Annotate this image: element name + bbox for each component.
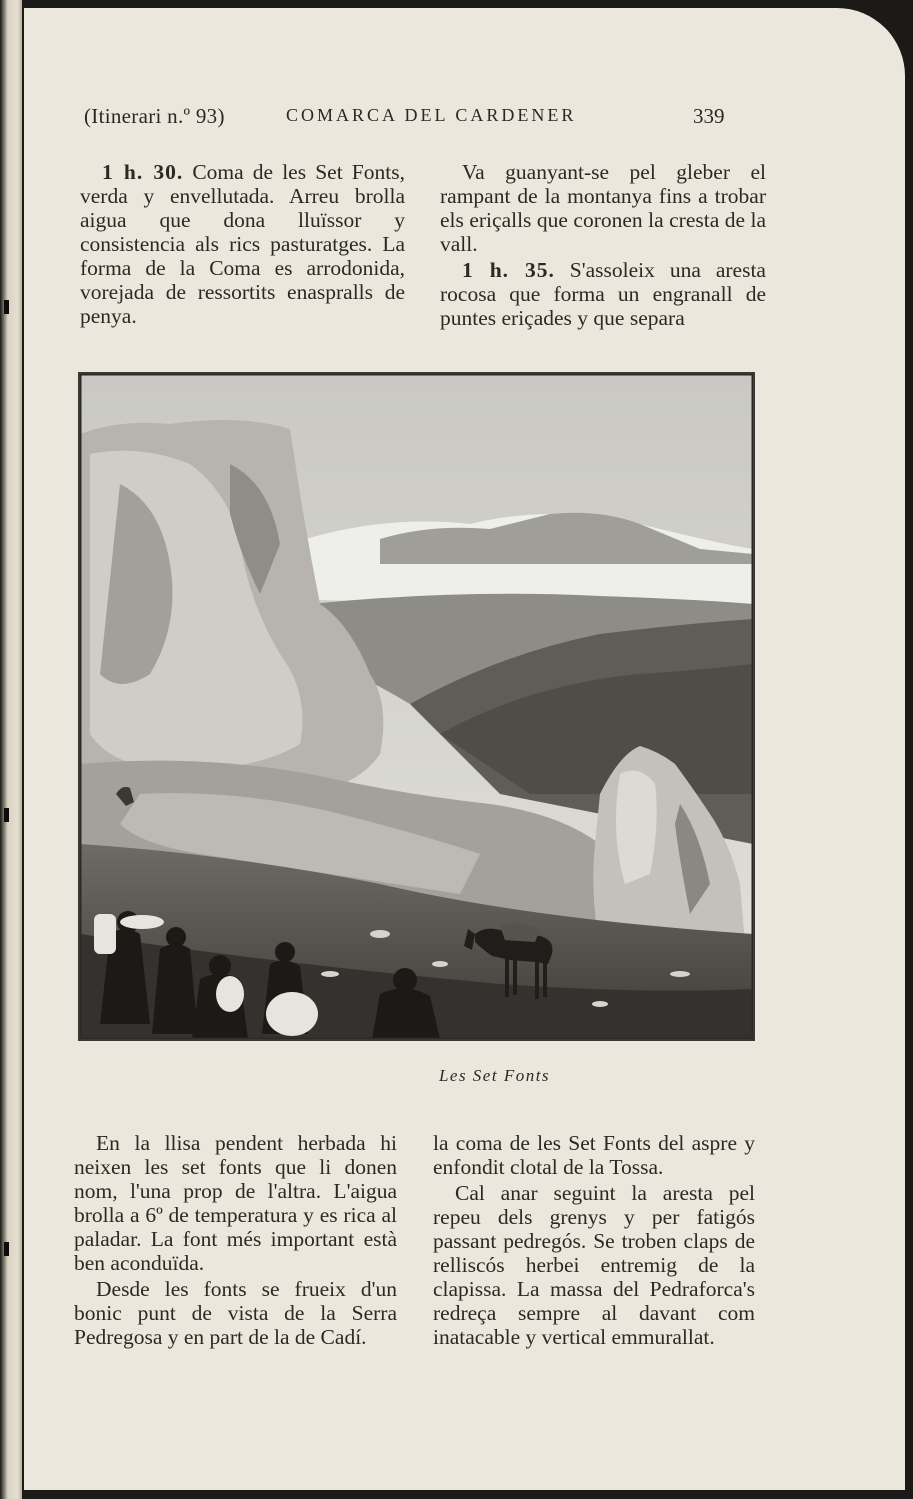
paragraph: Cal anar seguint la aresta pel repeu dels grenys y per fatigós passant pedregós. Se troben claps de relliscós herbei entremig de la clapissa. La massa del Pedraforca's redreça sempre al davant com inatacable y vertical emmurallat.	[433, 1181, 755, 1349]
paragraph-text: S'assoleix una aresta rocosa que forma un engranall de puntes eriçades y que separa	[440, 258, 766, 330]
binding-mark	[4, 808, 9, 822]
page-number: 339	[693, 104, 725, 128]
paragraph: Va guanyant-se pel gleber el rampant de la montanya fins a trobar els eriçalls que coronen la cresta de la vall.	[440, 160, 766, 256]
paragraph: la coma de les Set Fonts del aspre y enfondit clotal de la Tossa.	[433, 1131, 755, 1179]
figure-caption: Les Set Fonts	[438, 1066, 551, 1085]
binding-mark	[4, 300, 9, 314]
text-column-top-right	[440, 160, 766, 330]
paragraph	[440, 258, 766, 330]
text-column-bottom-right	[433, 1131, 755, 1349]
paragraph-text: Coma de les Set Fonts, verda y envellutada. Arreu brolla aigua que dona lluïssor y consistencia als rics pasturatges. La forma de la Coma es arrodonida, vorejada de ressortits enaspralls de penya.	[80, 160, 405, 328]
running-header	[24, 96, 905, 136]
binding-mark	[4, 1242, 9, 1256]
itinerary-reference: (Itinerari n.º 93)	[84, 104, 225, 128]
text-column-top-left	[80, 160, 405, 328]
paragraph	[80, 160, 405, 328]
previous-page-edge	[0, 0, 22, 1499]
landscape-photograph	[78, 372, 755, 1041]
photograph-rendering	[80, 374, 753, 1039]
time-marker: 1 h. 30.	[102, 160, 184, 184]
time-marker: 1 h. 35.	[462, 258, 555, 282]
text-column-bottom-left	[74, 1131, 397, 1349]
chapter-title: COMARCA DEL CARDENER	[286, 105, 577, 125]
paragraph: Desde les fonts se frueix d'un bonic punt de vista de la Serra Pedregosa y en part de la de Cadí.	[74, 1277, 397, 1349]
paragraph: En la llisa pendent herbada hi neixen les set fonts que li donen nom, l'una prop de l'altra. L'aigua brolla a 6º de temperatura y es rica al paladar. La font més important està ben aconduïda.	[74, 1131, 397, 1275]
book-page	[24, 8, 905, 1490]
